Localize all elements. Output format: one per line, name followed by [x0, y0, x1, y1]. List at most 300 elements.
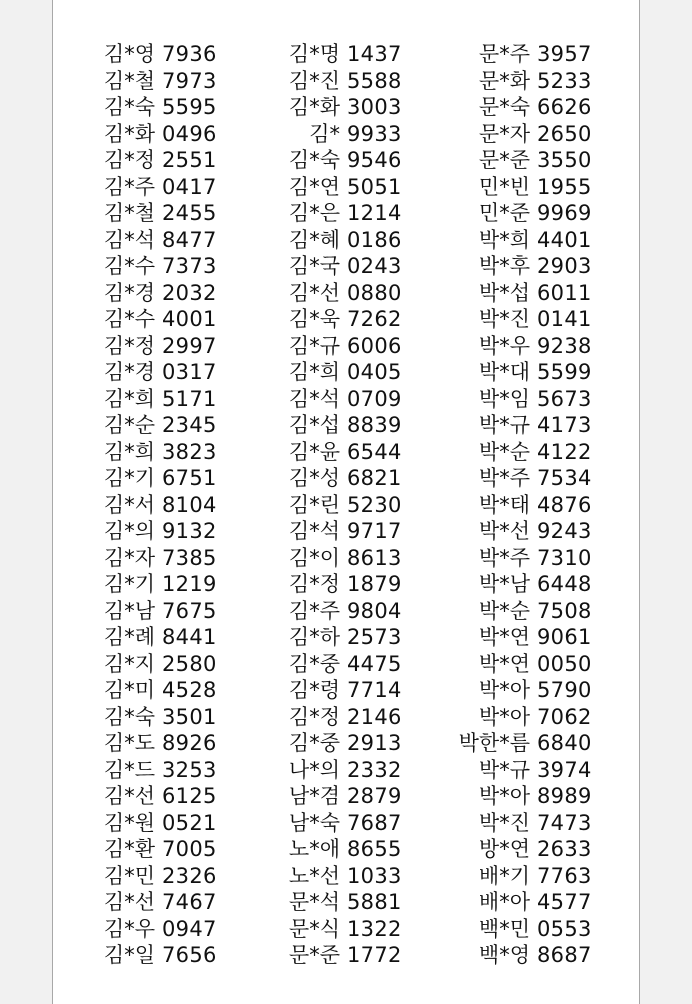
number-suffix: 8104: [162, 492, 217, 517]
masked-name: 김*남: [103, 598, 155, 623]
number-suffix: 4122: [537, 439, 592, 464]
masked-name: 김*우: [103, 916, 155, 941]
list-item: [455, 889, 592, 916]
masked-name: 김*주: [288, 598, 340, 623]
list-item: [93, 651, 217, 678]
list-item: [279, 174, 402, 201]
number-suffix: 0947: [162, 916, 217, 941]
list-item: [279, 41, 402, 68]
list-item: [93, 333, 217, 360]
masked-name: 박*순: [478, 439, 530, 464]
list-item: [279, 147, 402, 174]
masked-name: 박*아: [478, 704, 530, 729]
number-suffix: 6821: [347, 466, 402, 490]
masked-name: 문*숙: [478, 95, 530, 119]
masked-name: 박*주: [478, 545, 530, 570]
list-item: [455, 68, 592, 95]
number-suffix: 7385: [162, 545, 217, 570]
masked-name: 김*숙: [103, 704, 155, 729]
number-suffix: 4173: [537, 413, 592, 437]
masked-name: 김*석: [288, 519, 340, 543]
masked-name: 박*남: [478, 572, 530, 596]
number-suffix: 9061: [537, 625, 592, 649]
masked-name: 남*숙: [288, 810, 340, 835]
masked-name: 김*혜: [288, 227, 340, 252]
list-item: [279, 677, 402, 704]
list-item: [455, 439, 592, 466]
list-item: [455, 942, 592, 969]
masked-name: 문*자: [478, 121, 530, 146]
masked-name: 김*기: [103, 466, 155, 490]
list-item: [279, 121, 402, 148]
name-column-3: [455, 41, 592, 969]
number-suffix: 7262: [347, 307, 402, 331]
list-item: [455, 492, 592, 519]
number-suffix: 2650: [537, 121, 592, 146]
masked-name: 김*자: [103, 545, 155, 570]
number-suffix: 0496: [162, 121, 217, 146]
masked-name: 김*섭: [288, 413, 340, 437]
number-suffix: 7675: [162, 598, 217, 623]
list-item: [455, 598, 592, 625]
masked-name: 문*식: [288, 916, 340, 941]
list-item: [279, 889, 402, 916]
masked-name: 김*중: [288, 651, 340, 676]
masked-name: 김*지: [103, 651, 155, 676]
list-item: [455, 783, 592, 810]
list-item: [455, 94, 592, 121]
masked-name: 박*순: [478, 598, 530, 623]
list-item: [93, 253, 217, 280]
list-item: [93, 942, 217, 969]
masked-name: 박*진: [478, 810, 530, 835]
number-suffix: 9546: [347, 148, 402, 172]
masked-name: 김*기: [103, 572, 155, 596]
list-item: [455, 200, 592, 227]
list-item: [279, 624, 402, 651]
list-item: [455, 571, 592, 598]
masked-name: 김*명: [288, 42, 340, 66]
masked-name: 김*국: [288, 254, 340, 278]
masked-name: 김*례: [103, 625, 155, 649]
list-item: [455, 836, 592, 863]
list-item: [279, 386, 402, 413]
list-item: [455, 651, 592, 678]
list-item: [279, 280, 402, 307]
masked-name: 김*중: [288, 731, 340, 755]
number-suffix: 1033: [347, 863, 402, 888]
masked-name: 김*경: [103, 280, 155, 305]
list-item: [279, 492, 402, 519]
number-suffix: 8687: [537, 943, 592, 967]
number-suffix: 2903: [537, 254, 592, 278]
list-item: [455, 704, 592, 731]
list-item: [93, 41, 217, 68]
masked-name: 박*임: [478, 386, 530, 411]
masked-name: 김*서: [103, 492, 155, 517]
name-column-1: [93, 41, 217, 969]
list-item: [93, 571, 217, 598]
list-item: [279, 916, 402, 943]
list-item: [93, 704, 217, 731]
number-suffix: 7936: [162, 42, 217, 66]
number-suffix: 5790: [537, 678, 592, 702]
masked-name: 박*후: [478, 254, 530, 278]
masked-name: 문*주: [478, 42, 530, 66]
number-suffix: 8655: [347, 837, 402, 861]
masked-name: 박*연: [478, 625, 530, 649]
number-suffix: 1955: [537, 174, 592, 199]
list-item: [455, 227, 592, 254]
masked-name: 문*석: [288, 890, 340, 914]
number-suffix: 9243: [537, 519, 592, 543]
number-suffix: 7062: [537, 704, 592, 729]
list-item: [455, 253, 592, 280]
list-item: [279, 942, 402, 969]
masked-name: 김*석: [288, 386, 340, 411]
number-suffix: 1437: [347, 42, 402, 66]
number-suffix: 7687: [347, 810, 402, 835]
number-suffix: 8839: [347, 413, 402, 437]
list-item: [279, 571, 402, 598]
masked-name: 김*철: [103, 201, 155, 225]
list-item: [455, 280, 592, 307]
masked-name: 김*희: [103, 386, 155, 411]
number-suffix: 4401: [537, 227, 592, 252]
number-suffix: 3003: [347, 95, 402, 119]
list-item: [93, 412, 217, 439]
number-suffix: 2551: [162, 148, 217, 172]
list-item: [455, 757, 592, 784]
list-item: [93, 200, 217, 227]
masked-name: 김*숙: [103, 95, 155, 119]
list-item: [93, 227, 217, 254]
list-item: [279, 730, 402, 757]
masked-name: 김*선: [103, 890, 155, 914]
list-item: [455, 121, 592, 148]
number-suffix: 4876: [537, 492, 592, 517]
list-item: [455, 359, 592, 386]
masked-name: 노*선: [288, 863, 340, 888]
number-suffix: 7973: [162, 68, 217, 93]
list-item: [93, 624, 217, 651]
list-item: [455, 730, 592, 757]
list-item: [93, 677, 217, 704]
list-item: [93, 916, 217, 943]
masked-name: 박*선: [478, 519, 530, 543]
number-suffix: 3550: [537, 148, 592, 172]
number-suffix: 0243: [347, 254, 402, 278]
number-suffix: 5881: [347, 890, 402, 914]
number-suffix: 7473: [537, 810, 592, 835]
number-suffix: 6544: [347, 439, 402, 464]
number-suffix: 2633: [537, 837, 592, 861]
number-suffix: 4475: [347, 651, 402, 676]
list-item: [455, 333, 592, 360]
number-suffix: 7508: [537, 598, 592, 623]
masked-name: 김*철: [103, 68, 155, 93]
number-suffix: 6626: [537, 95, 592, 119]
list-item: [455, 386, 592, 413]
list-item: [93, 518, 217, 545]
list-item: [93, 465, 217, 492]
list-item: [93, 783, 217, 810]
list-item: [279, 359, 402, 386]
number-suffix: 7656: [162, 943, 217, 967]
masked-name: 남*겸: [288, 784, 340, 808]
masked-name: 김*이: [288, 545, 340, 570]
masked-name: 김*선: [103, 784, 155, 808]
masked-name: 박*태: [478, 492, 530, 517]
list-item: [279, 836, 402, 863]
number-suffix: 6448: [537, 572, 592, 596]
masked-name: 김*원: [103, 810, 155, 835]
masked-name: 김*숙: [288, 148, 340, 172]
number-suffix: 2332: [347, 757, 402, 782]
number-suffix: 1214: [347, 201, 402, 225]
masked-name: 김*화: [288, 95, 340, 119]
list-item: [93, 386, 217, 413]
name-column-2: [279, 41, 402, 969]
list-item: [93, 757, 217, 784]
list-item: [279, 227, 402, 254]
number-suffix: 9933: [347, 121, 402, 146]
list-item: [93, 147, 217, 174]
masked-name: 박한*름: [458, 731, 530, 755]
list-item: [93, 836, 217, 863]
number-suffix: 0050: [537, 651, 592, 676]
masked-name: 김*은: [288, 201, 340, 225]
masked-name: 김*정: [288, 572, 340, 596]
masked-name: 문*준: [478, 148, 530, 172]
number-suffix: 0709: [347, 386, 402, 411]
masked-name: 민*준: [478, 201, 530, 225]
number-suffix: 2997: [162, 333, 217, 358]
list-item: [93, 280, 217, 307]
list-item: [455, 465, 592, 492]
list-item: [455, 306, 592, 333]
number-suffix: 9804: [347, 598, 402, 623]
list-item: [93, 439, 217, 466]
number-suffix: 4001: [162, 307, 217, 331]
list-item: [279, 810, 402, 837]
masked-name: 김*정: [103, 333, 155, 358]
number-suffix: 3253: [162, 757, 217, 782]
masked-name: 김*미: [103, 678, 155, 702]
masked-name: 박*대: [478, 360, 530, 384]
masked-name: 김*의: [103, 519, 155, 543]
number-suffix: 0186: [347, 227, 402, 252]
masked-name: 박*주: [478, 466, 530, 490]
number-suffix: 8926: [162, 731, 217, 755]
masked-name: 박*우: [478, 333, 530, 358]
list-item: [279, 704, 402, 731]
list-item: [93, 174, 217, 201]
masked-name: 김*수: [103, 254, 155, 278]
masked-name: 김*석: [103, 227, 155, 252]
list-item: [279, 68, 402, 95]
masked-name: 김*선: [288, 280, 340, 305]
number-suffix: 7534: [537, 466, 592, 490]
masked-name: 김*도: [103, 731, 155, 755]
list-item: [279, 651, 402, 678]
number-suffix: 2032: [162, 280, 217, 305]
number-suffix: 2455: [162, 201, 217, 225]
list-item: [93, 492, 217, 519]
number-suffix: 8441: [162, 625, 217, 649]
number-suffix: 3823: [162, 439, 217, 464]
masked-name: 박*아: [478, 678, 530, 702]
list-item: [279, 757, 402, 784]
number-suffix: 0141: [537, 307, 592, 331]
list-item: [455, 810, 592, 837]
list-item: [455, 677, 592, 704]
masked-name: 박*진: [478, 307, 530, 331]
number-suffix: 8989: [537, 784, 592, 808]
masked-name: 김*환: [103, 837, 155, 861]
masked-name: 박*희: [478, 227, 530, 252]
list-item: [93, 306, 217, 333]
number-suffix: 5599: [537, 360, 592, 384]
list-item: [279, 333, 402, 360]
number-suffix: 0521: [162, 810, 217, 835]
masked-name: 김*정: [103, 148, 155, 172]
number-suffix: 5171: [162, 386, 217, 411]
number-suffix: 2580: [162, 651, 217, 676]
masked-name: 문*화: [478, 68, 530, 93]
list-item: [279, 465, 402, 492]
list-item: [455, 916, 592, 943]
masked-name: 김*연: [288, 174, 340, 199]
number-suffix: 2146: [347, 704, 402, 729]
masked-name: 김*하: [288, 625, 340, 649]
list-item: [93, 68, 217, 95]
list-item: [93, 94, 217, 121]
number-suffix: 0405: [347, 360, 402, 384]
masked-name: 김*영: [103, 42, 155, 66]
number-suffix: 1879: [347, 572, 402, 596]
number-suffix: 9238: [537, 333, 592, 358]
masked-name: 김*령: [288, 678, 340, 702]
masked-name: 김*정: [288, 704, 340, 729]
masked-name: 김*수: [103, 307, 155, 331]
list-item: [455, 41, 592, 68]
number-suffix: 1219: [162, 572, 217, 596]
number-suffix: 2879: [347, 784, 402, 808]
list-item: [455, 412, 592, 439]
list-item: [455, 518, 592, 545]
list-item: [279, 253, 402, 280]
masked-name: 김*규: [288, 333, 340, 358]
masked-name: 김*성: [288, 466, 340, 490]
list-item: [93, 730, 217, 757]
list-item: [279, 545, 402, 572]
list-item: [93, 121, 217, 148]
number-suffix: 0317: [162, 360, 217, 384]
number-suffix: 5051: [347, 174, 402, 199]
number-suffix: 0553: [537, 916, 592, 941]
number-suffix: 2573: [347, 625, 402, 649]
number-suffix: 3974: [537, 757, 592, 782]
masked-name: 배*기: [478, 863, 530, 888]
number-suffix: 2913: [347, 731, 402, 755]
number-suffix: 3501: [162, 704, 217, 729]
masked-name: 노*애: [288, 837, 340, 861]
list-item: [93, 863, 217, 890]
masked-name: 박*연: [478, 651, 530, 676]
list-item: [279, 94, 402, 121]
number-suffix: 9717: [347, 519, 402, 543]
masked-name: 문*준: [288, 943, 340, 967]
number-suffix: 2345: [162, 413, 217, 437]
masked-name: 김*희: [288, 360, 340, 384]
number-suffix: 7005: [162, 837, 217, 861]
list-item: [93, 810, 217, 837]
masked-name: 김*민: [103, 863, 155, 888]
masked-name: 김*일: [103, 943, 155, 967]
number-suffix: 1772: [347, 943, 402, 967]
masked-name: 김*드: [103, 757, 155, 782]
masked-name: 박*규: [478, 757, 530, 782]
list-item: [455, 174, 592, 201]
masked-name: 백*영: [478, 943, 530, 967]
list-item: [279, 412, 402, 439]
number-suffix: 5588: [347, 68, 402, 93]
list-item: [279, 518, 402, 545]
list-item: [455, 624, 592, 651]
masked-name: 김*화: [103, 121, 155, 146]
list-item: [455, 147, 592, 174]
number-suffix: 6011: [537, 280, 592, 305]
masked-name: 김*경: [103, 360, 155, 384]
masked-name: 방*연: [478, 837, 530, 861]
number-suffix: 6006: [347, 333, 402, 358]
number-suffix: 9969: [537, 201, 592, 225]
masked-name: 박*아: [478, 784, 530, 808]
list-item: [279, 200, 402, 227]
masked-name: 나*의: [288, 757, 340, 782]
masked-name: 김*주: [103, 174, 155, 199]
number-suffix: 6751: [162, 466, 217, 490]
number-suffix: 0417: [162, 174, 217, 199]
number-suffix: 5233: [537, 68, 592, 93]
number-suffix: 5673: [537, 386, 592, 411]
masked-name: 민*빈: [478, 174, 530, 199]
number-suffix: 7714: [347, 678, 402, 702]
number-suffix: 0880: [347, 280, 402, 305]
masked-name: 김*욱: [288, 307, 340, 331]
number-suffix: 8477: [162, 227, 217, 252]
masked-name: 김*진: [288, 68, 340, 93]
masked-name: 김*희: [103, 439, 155, 464]
number-suffix: 1322: [347, 916, 402, 941]
list-item: [279, 439, 402, 466]
list-item: [455, 545, 592, 572]
list-item: [279, 598, 402, 625]
list-item: [279, 863, 402, 890]
number-suffix: 7763: [537, 863, 592, 888]
number-suffix: 4528: [162, 678, 217, 702]
number-suffix: 6125: [162, 784, 217, 808]
number-suffix: 8613: [347, 545, 402, 570]
number-suffix: 3957: [537, 42, 592, 66]
number-suffix: 7373: [162, 254, 217, 278]
number-suffix: 9132: [162, 519, 217, 543]
masked-name: 김*: [309, 121, 340, 146]
list-item: [93, 545, 217, 572]
list-item: [93, 889, 217, 916]
list-item: [455, 863, 592, 890]
